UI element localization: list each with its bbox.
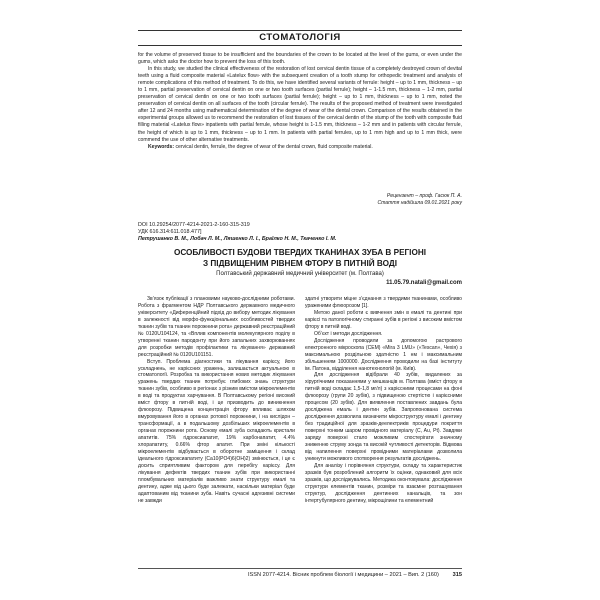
title-line: З ПІДВИЩЕНИМ РІВНЕМ ФТОРУ В ПИТНІЙ ВОДІ xyxy=(203,258,397,268)
running-header xyxy=(138,30,462,46)
body-paragraph: Зв’язок публікації з плановими науково-дослідними роботами. Робота з фрагментом НДР Полтавського державного медичного університету «Диференційний підхід до вибору методик лікування в залежності від морфо-функціональних особливостей твердих тканин зубів та тканин порожнини рота» державний реєстраційний № 0120U104124, та «Вплив компонентів молекулярного поділу в утворенні тканин пародонту при його запальних захворюваннях для розробки методів профілактики та лікування» державний реєстраційний № 0120U101151. xyxy=(138,296,295,358)
article-meta xyxy=(138,222,462,244)
body-paragraph: Вступ. Проблема діагностики та лікування карієсу, його ускладнень, не карієсних уражень, залишається актуальною в стоматології. Розробка та використання нових методик лікування уражень твердих тканин потребує глибоких знань структури тканин зубів, особливо в регіонах з різним вмістом мікроелементів в воді та продуктах харчування. В Полтавському регіоні високий вміст фтору в питній воді, і це призводить до виникнення флюорозу. Підвищена концентрація фтору впливає шляхом вмуровування його в органах ротової порожнини, і на кислідон – трансформації, а в подальшому дозбільших мікроелементів в органах порожнини рота. Основу емалі зуба складають кристали апатитів. 75% гідроксиапатит, 19% карбонапатит, 4.4% хлорапатиту, 0.66% фтор апатит. При зміні кількості мікроелементів відбувається в оборотне заміщення і склад ідеального гідроксиапатиту (Ca10(PO4)6(OH)2) змінюється, і це є досить сприятливим фактором для перебігу карієсу. Для лікування дефектів твердих тканин зубів при використанні пломбувальних матеріалів важливо знати структуру емалі та дентину, адже від цього буде залежати, наскільки матеріал буде адаптованим від тканини зуба. Навіть сучасні адгезивні системи не завжди xyxy=(138,358,295,504)
body-paragraph: Для дослідження відібрали 40 зубів, видалених за хірургічними показаннями у мешканців м. Полтава (вміст фтору в питній воді складає 1,5-1,8 мг/л) з карієсними процесами на фоні флюорозу (групи 20 зубів), з підвищеною стертістю і карієсними процесом (20 зубів). Для виявлення поставлених завдань була досліджена емаль і дентин зубів. Запропонована система дослідження дозволила визначити мікроструктуру емалі і дентину без традиційної для зразків-деелектриків процедури покриття поверхні тонким шаром провідного матеріалу (C, Au, Pt). Завдяки заряду поверхні стало можливим спостерігати значному зниженню струму зонда та високій чутливості детекторів. Відмова від напилення поверхні провідними матеріалами дозволила уникнути можливого спотворення результатів досліджень. xyxy=(305,372,462,462)
review-info xyxy=(262,193,462,207)
body-paragraph: Дослідження проводили за допомогою растрового електронного мікроскопа (СЕМ) «Mira 3 LMU» («Tescan», Чехія) з максимальною роздільною здатністю 1 нм і максимальним збільшенням 1000000. Дослідження проводили на базі інституту ім. Патона, відділення нанотехнологій (м. Київ). xyxy=(305,337,462,372)
body-paragraph: здатні утворити міцне з’єднання з твердими тканинами, особливо ураженими флюорозом [1]. xyxy=(305,296,462,309)
abstract-paragraph: for the volume of preserved tissue to be insufficient and the boundaries of the crown to be located at the level of the gums, or even under the gums, which asks the doctor how to prevent the loss of this tooth. xyxy=(138,52,462,66)
body-paragraph: Метою даної роботи є вивчення змін в емалі та дентині при карієсі та патологічному стиранні зубів в регіоні з високим вмістом фтору в питній воді. xyxy=(305,309,462,330)
authors: Петрушанко В. М., Лобач Л. М., Ляшенко Л. І., Браїлко Н. М., Ткаченко І. М. xyxy=(138,236,337,243)
body-paragraph: Для аналізу і порівняння структури, складу та характеристик зразків був розроблений алгоритм їх оцінки, однаковий для всіх зразків, що досліджувались. Методика оконтовувала: дослідження структури елементів тканин, розміри та взаємне розташування структур, дослідження дентинних канальців, та зон інтертубулярного дентину, мікрощілини та елементний xyxy=(305,462,462,504)
reviewer: Рецензент – проф. Гасюк П. А. xyxy=(386,193,462,199)
udc: УДК 616.314:611.018.477] xyxy=(138,229,202,236)
author-email: 11.05.79.natali@gmail.com xyxy=(386,280,462,286)
page-number: 315 xyxy=(452,572,462,578)
doi: DOI 10.29254/2077-4214-2021-2-160-315-319 xyxy=(138,222,250,228)
keywords-text: cervical dentin, ferrule, the degree of wear of the dental crown, fluid composite material. xyxy=(175,143,373,150)
abstract-paragraph: In this study, we studied the clinical effectiveness of the restoration of lost cervical dentin tissue of a completely destroyed crown of devital teeth using a fluid composite material «Latelux flow» with the subsequent creation of a tooth stump for orthopedic treatment and analysis of remote complications of this method of treatment. To do this, we have identified several variants of ferrule: height – up to 1 mm, thickness – up to 1 mm, partial preservation of cervical dentin on one or two tooth surfaces (partial ferrule); height – 1-1.5 mm, thickness – 1-2 mm, partial preservation of cervical dentin on one or two tooth surfaces (partial ferrule); height – up to 1 mm, thickness – up to 1 mm, noted the preservation of cervical dentin on all surfaces of the tooth (circular ferrule). The results of the proposed method of treatment were investigated after 12 and 24 months using mathematical determination of the degree of wear of the dental crown. Comparison of the results obtained in the experimental groups allowed us to recommend the restoration of lost tissues of the cervical dentin of the stump of the tooth with composite fluid filling material «Latelux flow» inpatients with partial ferrule, whose height is 1-1.5 mm, thickness – 1-2 mm and in patients with circular ferrule, the height of which is up to 1 mm, thickness – up to 1 mm. In patients with partial ferrules, up to 1 mm high and up to 1 mm thick, were commend the use of other alternative treatments. xyxy=(138,66,462,143)
journal-issn: ISSN 2077-4214. Вісник проблем біології і медицини – 2021 – Вип. 2 (160) xyxy=(248,572,439,578)
received-date: Стаття надійшла 09.01.2021 року xyxy=(377,200,462,206)
section-title: СТОМАТОЛОГІЯ xyxy=(259,32,341,43)
body-column-left xyxy=(138,296,295,505)
body-column-right xyxy=(305,296,462,505)
section-heading: Об’єкт і методи дослідження. xyxy=(314,330,383,337)
keywords-label: Keywords: xyxy=(148,143,175,150)
title-line: ОСОБЛИВОСТІ БУДОВИ ТВЕРДИХ ТКАНИНАХ ЗУБА В РЕГІОНІ xyxy=(173,248,427,257)
page-footer xyxy=(138,568,462,580)
english-abstract xyxy=(138,52,462,151)
article-title xyxy=(138,248,462,269)
affiliation: Полтавський державний медичний університет (м. Полтава) xyxy=(216,271,384,277)
